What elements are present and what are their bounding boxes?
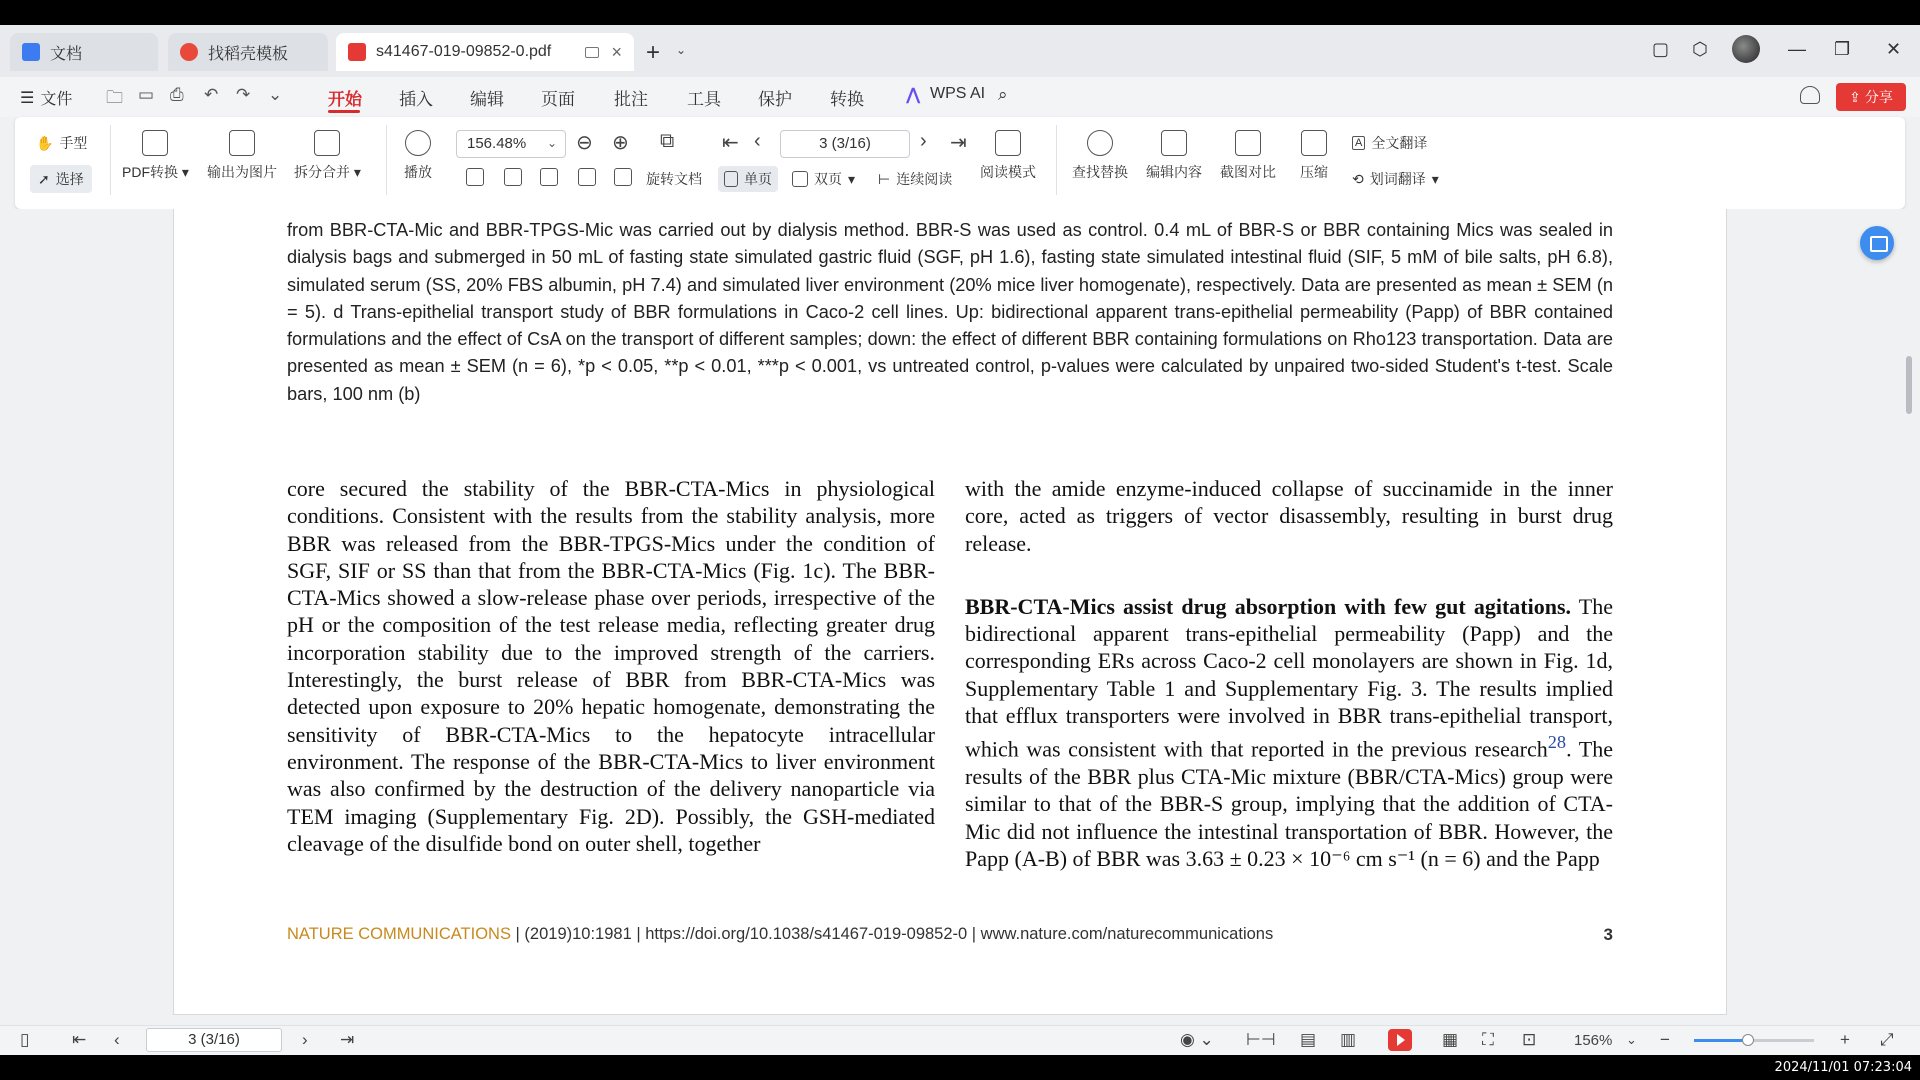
sidebar-toggle-icon[interactable]: ▯ (20, 1030, 30, 1049)
zoom-percent[interactable]: 156% (1574, 1032, 1613, 1049)
layout-icon[interactable]: ▢ (1652, 39, 1670, 59)
share-icon: ⇪ (1849, 88, 1861, 105)
active-menu-indicator (328, 110, 360, 113)
double-page-label: 双页 (814, 171, 842, 187)
menu-convert[interactable]: 转换 (830, 90, 864, 109)
tab-label: 文档 (50, 45, 83, 63)
actual-size-icon[interactable] (466, 168, 484, 186)
last-page-icon[interactable]: ⇥ (340, 1030, 355, 1049)
fullscreen-fit-icon[interactable]: ⛶ (1482, 1030, 1494, 1049)
hamburger-icon: ☰ (20, 89, 35, 107)
paragraph-gap (965, 557, 1613, 593)
play-label: 播放 (404, 164, 432, 180)
pdf-convert-icon (142, 130, 168, 156)
menu-comment[interactable]: 批注 (614, 90, 648, 109)
menu-protect[interactable]: 保护 (758, 90, 792, 109)
read-mode-label: 阅读模式 (980, 164, 1036, 180)
system-top-bar (0, 0, 1920, 25)
save-icon[interactable]: ▭ (138, 85, 155, 104)
full-translate-button[interactable] (1352, 133, 1427, 153)
play-slideshow-button[interactable] (1388, 1029, 1412, 1051)
redo-icon[interactable]: ↷ (236, 85, 251, 104)
pdf-convert-button[interactable]: PDF转换 ▾ (122, 130, 189, 182)
screenshot-icon (1235, 130, 1261, 156)
system-bottom-bar (0, 1055, 1920, 1080)
double-page-icon (792, 171, 808, 187)
read-mode-button[interactable] (980, 130, 1036, 182)
scrollbar-thumb[interactable] (1906, 356, 1912, 414)
print-icon[interactable]: ⎙ (170, 85, 184, 104)
page-number-input[interactable]: 3 (3/16) (780, 130, 910, 158)
fit-height-glyph (540, 168, 558, 186)
zoom-select[interactable] (456, 130, 566, 158)
ribbon-separator (1056, 125, 1057, 195)
close-tab-icon[interactable]: × (611, 41, 622, 62)
menu-edit[interactable]: 编辑 (470, 90, 504, 109)
compress-icon (1301, 130, 1327, 156)
reference-link[interactable]: 28 (1547, 732, 1567, 753)
chevron-down-icon[interactable]: ⌄ (1626, 1032, 1637, 1047)
page-number: 3 (1603, 925, 1613, 944)
paragraph-text: . The results of the BBR plus CTA-Mic mixture (BBR/CTA-Mics) group were similar to that of the BBR-S group, implying that the addition of CTA-Mic did not influence the intestinal transportation of BBR. However, the Papp (A-B) of BBR was 3.63 ± 0.23 × 10⁻⁶ cm s⁻¹ (n = 6) and the Papp (965, 736, 1613, 871)
play-button[interactable] (404, 130, 432, 182)
body-column-left (287, 475, 935, 857)
zoom-slider-fill (1694, 1039, 1748, 1042)
paragraph: core secured the stability of the BBR-CTA-Mics in physiological conditions. Consistent with the results from the stability analysis, more BBR was released from the BBR-TPGS-Mics under the condition of SGF, SIF or SS than that from the BBR-CTA-Mics (Fig. 1c). The BBR-CTA-Mics showed a slow-release phase over periods, irrespective of the pH or the composition of the test release media, reflecting greater drug incorporation stability due to the improved strength of the carriers. Interestingly, the burst release of BBR from BBR-CTA-Mics was detected upon exposure to 20% hepatic homogenate, demonstrating the sensitivity of BBR-CTA-Mics to the hepatocyte intracellular environment. The response of the BBR-CTA-Mics to liver environment was also confirmed by the destruction of the delivery nanoparticle via TEM imaging (Supplementary Fig. 2D). Possibly, the GSH-mediated cleavage of the disulfide bond on outer shell, together (287, 476, 935, 856)
menu-tools[interactable]: 工具 (687, 90, 721, 109)
menu-wps-ai[interactable]: WPS AI (930, 85, 986, 102)
last-page-icon[interactable]: ⇥ (950, 132, 967, 154)
edit-content-label: 编辑内容 (1146, 164, 1202, 180)
next-page-icon[interactable]: › (920, 130, 927, 152)
heading-period: . (1565, 593, 1572, 619)
translate-float-button[interactable] (1860, 226, 1894, 260)
footer-citation: | (2019)10:1981 | https://doi.org/10.1038/s41467-019-09852-0 | www.nature.com/naturecommunications (510, 925, 1274, 943)
first-page-icon[interactable]: ⇤ (722, 132, 739, 154)
document-viewport[interactable] (0, 209, 1920, 1025)
file-menu[interactable] (20, 86, 72, 109)
paragraph (965, 593, 1613, 872)
close-window-icon[interactable]: ✕ (1886, 39, 1902, 59)
menu-home[interactable]: 开始 (328, 90, 362, 109)
export-image-icon (229, 130, 255, 156)
tab-documents[interactable] (10, 33, 158, 71)
menu-bar (0, 77, 1920, 117)
magnifier-icon (1087, 130, 1113, 156)
footer-journal: NATURE COMMUNICATIONS (287, 925, 511, 943)
section-heading: BBR-CTA-Mics assist drug absorption with few gut agitations (965, 593, 1566, 619)
split-merge-button[interactable]: 拆分合并 ▾ (294, 130, 361, 182)
zoom-slider[interactable] (1694, 1039, 1814, 1042)
monitor-icon[interactable] (585, 47, 599, 58)
single-page-button[interactable] (718, 166, 778, 192)
system-clock: 2024/11/01 07:23:04 (1774, 1060, 1912, 1075)
cloud-upload-icon[interactable] (1800, 86, 1820, 104)
vertical-scrollbar[interactable] (1904, 209, 1914, 1025)
tab-label: 找稻壳模板 (208, 45, 289, 63)
tab-templates[interactable] (168, 33, 328, 71)
compress-button[interactable] (1300, 130, 1328, 182)
page-footer (287, 925, 1613, 944)
doc-icon (22, 43, 40, 61)
export-image-button[interactable] (207, 130, 277, 182)
open-folder-icon[interactable]: 🗀 (106, 88, 123, 107)
menu-insert[interactable]: 插入 (399, 90, 433, 109)
rotate-right-glyph (614, 168, 632, 186)
first-page-icon[interactable]: ⇤ (72, 1030, 87, 1049)
continuous-label: 连续阅读 (896, 171, 953, 187)
minimize-icon[interactable]: — (1788, 39, 1806, 59)
split-merge-label: 拆分合并 (294, 164, 350, 180)
wps-ai-icon[interactable]: ⋀ (906, 85, 921, 104)
chevron-down-icon[interactable]: ⌄ (676, 43, 687, 57)
menu-page[interactable]: 页面 (541, 90, 575, 109)
fit-width-glyph (504, 168, 522, 186)
search-icon[interactable]: ⌕ (998, 85, 1008, 104)
double-page-button[interactable]: 双页 ▾ (792, 169, 855, 189)
file-menu-label: 文件 (40, 91, 73, 108)
next-page-icon[interactable]: › (302, 1030, 308, 1049)
fit-height-icon[interactable] (540, 168, 558, 186)
chevron-down-icon: ⌄ (546, 136, 557, 150)
fit-width-icon[interactable] (504, 168, 522, 186)
word-translate-icon: ⟲ (1352, 170, 1364, 187)
paragraph-text: The bidirectional apparent trans-epithelial permeability (Papp) and the corresponding ERs across Caco-2 cell monolayers are shown in Fig. 1d, Supplementary Table 1 and Supplementary Fig. 3. The results implied that efflux transporters were involved in BBR trans-epithelial transport, which was consistent with that reported in the previous research (965, 593, 1613, 762)
fullscreen-icon[interactable]: ⤢ (1880, 1030, 1894, 1049)
select-tool-button[interactable] (30, 165, 92, 193)
edit-content-icon (1161, 130, 1187, 156)
export-image-label: 输出为图片 (207, 164, 277, 180)
zoom-slider-knob[interactable] (1742, 1034, 1754, 1046)
zoom-in-icon[interactable]: + (1840, 1030, 1850, 1049)
screenshot-compare-label: 截图对比 (1220, 164, 1276, 180)
double-page-icon[interactable]: ▥ (1340, 1030, 1357, 1049)
zoom-out-icon[interactable]: ⊖ (576, 132, 593, 154)
fit-width-icon[interactable]: ⊢⊣ (1246, 1030, 1276, 1049)
crop-icon[interactable]: ⊡ (1522, 1030, 1537, 1049)
play-icon (405, 130, 431, 156)
avatar[interactable] (1732, 35, 1760, 63)
pdf-icon (348, 43, 366, 61)
share-label: 分享 (1864, 89, 1893, 105)
pdf-convert-label: PDF转换 (122, 164, 178, 180)
book-icon (995, 130, 1021, 156)
tab-pdf[interactable] (336, 33, 634, 71)
ribbon-separator (386, 125, 387, 195)
full-translate-label: 全文翻译 (1371, 135, 1428, 151)
zoom-out-icon[interactable]: − (1660, 1030, 1670, 1049)
docer-icon (180, 43, 198, 61)
paragraph: with the amide enzyme-induced collapse of succinamide in the inner core, acted as triggers of vector disassembly, resulting in burst drug release. (965, 476, 1613, 556)
select-tool-label: 选择 (55, 171, 84, 187)
rotate-left-glyph (578, 168, 596, 186)
continuous-read-button[interactable] (878, 169, 952, 189)
word-translate-button[interactable]: ⟲ 划词翻译 ▾ (1352, 170, 1439, 187)
restore-icon[interactable]: ❐ (1834, 39, 1851, 59)
hand-icon: ✋ (36, 134, 54, 151)
rotate-left-icon[interactable] (578, 168, 596, 186)
cube-icon[interactable]: ⬡ (1692, 39, 1708, 59)
status-page-input[interactable]: 3 (3/16) (146, 1028, 282, 1052)
split-merge-icon (314, 130, 340, 156)
chevron-down-icon[interactable]: ⌄ (268, 85, 283, 104)
rotate-document-button[interactable]: 旋转文档 (646, 171, 702, 187)
tab-label: s41467-019-09852-0.pdf (376, 43, 552, 60)
new-tab-icon[interactable]: + (646, 39, 661, 66)
compress-label: 压缩 (1300, 164, 1328, 180)
status-bar (0, 1025, 1920, 1055)
hand-tool-label: 手型 (59, 135, 88, 151)
zoom-value: 156.48% (467, 135, 527, 152)
prev-page-icon[interactable]: ‹ (754, 130, 761, 152)
tab-strip (0, 25, 1920, 77)
figure-caption: from BBR-CTA-Mic and BBR-TPGS-Mic was carried out by dialysis method. BBR-S was used as control. 0.4 mL of BBR-S or BBR containing Mics was sealed in dialysis bags and submerged in 50 mL of fasting state simulated gastric fluid (SGF, pH 1.6), fasting state simulated intestinal fluid (SIF, 5 mM of bile salts, pH 6.8), simulated serum (SS, 20% FBS albumin, pH 7.4) and simulated liver environment (20% mice liver homogenate), respectively. Data are presented as mean ± SEM (n = 5). d Trans-epithelial transport study of BBR formulations in Caco-2 cell lines. Up: bidirectional apparent trans-epithelial permeability (Papp) of BBR contained formulations and the effect of CsA on the transport of different samples; down: the effect of different BBR containing formulations on Rho123 transportation. Data are presented as mean ± SEM (n = 6), *p < 0.05, **p < 0.01, ***p < 0.001, vs untreated control, p-values were calculated by unpaired two-sided Student's t-test. Scale bars, 100 nm (b) (287, 220, 1613, 404)
find-replace-label: 查找替换 (1072, 164, 1128, 180)
single-page-icon[interactable]: ▤ (1300, 1030, 1317, 1049)
undo-icon[interactable]: ↶ (204, 85, 219, 104)
eye-icon[interactable]: ◉ ⌄ (1180, 1030, 1214, 1049)
body-column-right (965, 475, 1613, 872)
columns-icon[interactable]: ▦ (1442, 1030, 1459, 1049)
single-page-icon (724, 171, 738, 187)
edit-content-button[interactable] (1146, 130, 1202, 182)
zoom-in-icon[interactable]: ⊕ (612, 132, 629, 154)
continuous-icon: ⊢ (878, 170, 891, 187)
fit-page-icon[interactable]: ⧉ (660, 130, 675, 152)
word-translate-label: 划词翻译 (1369, 171, 1426, 187)
rotate-right-icon[interactable] (614, 168, 632, 186)
actual-size-glyph (466, 168, 484, 186)
share-button[interactable] (1836, 83, 1906, 111)
single-page-label: 单页 (744, 171, 772, 187)
prev-page-icon[interactable]: ‹ (114, 1030, 120, 1049)
screenshot-compare-button[interactable] (1220, 130, 1276, 182)
hand-tool-button[interactable] (36, 133, 87, 153)
translate-icon: A (1352, 136, 1365, 150)
find-replace-button[interactable] (1072, 130, 1128, 182)
cursor-icon: ➚ (38, 170, 50, 187)
ribbon-separator (110, 125, 111, 195)
